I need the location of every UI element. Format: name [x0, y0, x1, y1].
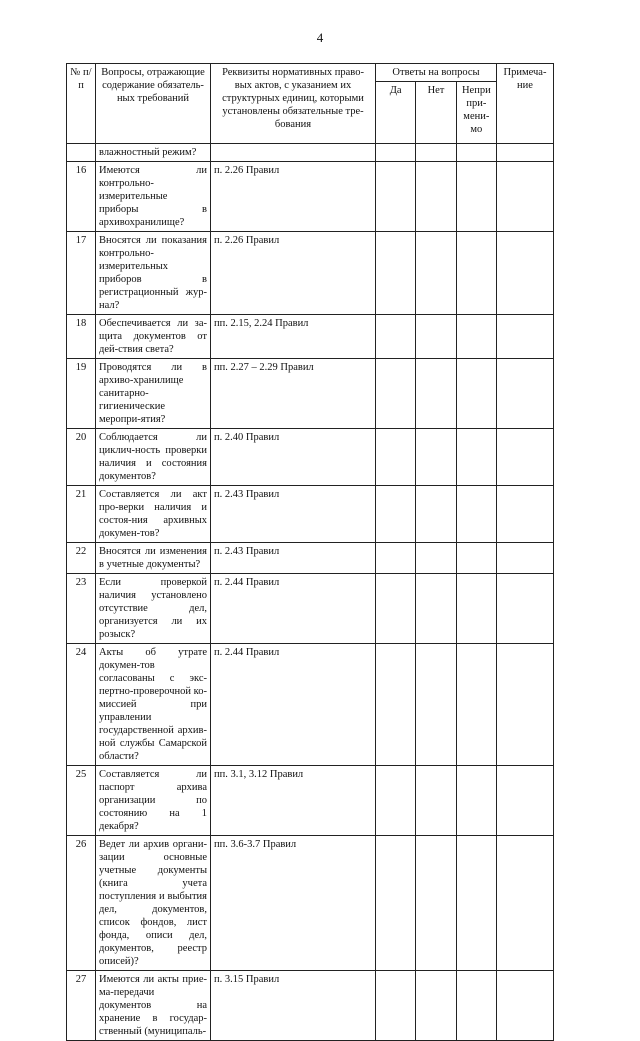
header-yes: Да	[376, 82, 416, 144]
row-yes-cell	[376, 144, 416, 162]
row-ref: п. 2.44 Правил	[211, 574, 376, 644]
table-row	[67, 574, 554, 644]
row-yes-cell	[376, 644, 416, 766]
row-note-cell	[497, 315, 554, 359]
table-row	[67, 315, 554, 359]
table-row	[67, 232, 554, 315]
row-num: 17	[67, 232, 96, 315]
row-num: 20	[67, 429, 96, 486]
row-question: Акты об утрате докумен-тов согласованы с экс-пертно-проверочной ко-миссией при управлении государственной архив-ной службы Самарской области?	[96, 644, 211, 766]
row-question: Обеспечивается ли за-щита документов от дей-ствия света?	[96, 315, 211, 359]
row-question: Вносятся ли показания контрольно-измерительных приборов в регистрационный жур-нал?	[96, 232, 211, 315]
row-na-cell	[456, 162, 496, 232]
row-ref: п. 2.44 Правил	[211, 644, 376, 766]
row-num: 23	[67, 574, 96, 644]
row-num: 19	[67, 359, 96, 429]
page-number: 4	[316, 30, 324, 45]
table-row	[67, 971, 554, 1041]
row-no-cell	[416, 543, 456, 574]
row-ref: п. 2.26 Правил	[211, 232, 376, 315]
row-question: Соблюдается ли циклич-ность проверки наличия и состояния документов?	[96, 429, 211, 486]
row-ref: п. 2.43 Правил	[211, 543, 376, 574]
row-note-cell	[497, 232, 554, 315]
row-na-cell	[456, 836, 496, 971]
table-header	[67, 64, 554, 144]
row-na-cell	[456, 971, 496, 1041]
row-ref: п. 2.26 Правил	[211, 162, 376, 232]
row-no-cell	[416, 644, 456, 766]
row-num: 18	[67, 315, 96, 359]
row-num: 25	[67, 766, 96, 836]
row-na-cell	[456, 232, 496, 315]
table-row	[67, 429, 554, 486]
row-note-cell	[497, 144, 554, 162]
row-yes-cell	[376, 543, 416, 574]
header-no: Нет	[416, 82, 456, 144]
row-na-cell	[456, 486, 496, 543]
row-yes-cell	[376, 315, 416, 359]
table-row-continuation	[67, 144, 554, 162]
row-na-cell	[456, 543, 496, 574]
row-ref: пп. 3.1, 3.12 Правил	[211, 766, 376, 836]
row-no-cell	[416, 574, 456, 644]
header-note: Примеча-ние	[497, 64, 554, 144]
row-num: 16	[67, 162, 96, 232]
row-num: 21	[67, 486, 96, 543]
row-na-cell	[456, 429, 496, 486]
row-no-cell	[416, 836, 456, 971]
row-yes-cell	[376, 574, 416, 644]
row-question: Составляется ли паспорт архива организации по состоянию на 1 декабря?	[96, 766, 211, 836]
row-num: 27	[67, 971, 96, 1041]
table-row	[67, 162, 554, 232]
row-yes-cell	[376, 766, 416, 836]
row-question: Составляется ли акт про-верки наличия и состоя-ния архивных докумен-тов?	[96, 486, 211, 543]
row-no-cell	[416, 232, 456, 315]
row-question: Если проверкой наличия установлено отсутствие дел, организуется ли их розыск?	[96, 574, 211, 644]
row-num: 22	[67, 543, 96, 574]
row-note-cell	[497, 359, 554, 429]
row-note-cell	[497, 574, 554, 644]
row-na-cell	[456, 144, 496, 162]
row-note-cell	[497, 766, 554, 836]
row-num: 24	[67, 644, 96, 766]
header-requisites: Реквизиты нормативных право-вых актов, с указанием их структурных единиц, которыми установлены обязательные тре-бования	[211, 64, 376, 144]
row-question: Ведет ли архив органи-зации основные учетные документы (книга учета поступления и выбытия дел, документов, список фондов, лист фонда, описи дел, документов, реестр описей)?	[96, 836, 211, 971]
header-num: № п/п	[67, 64, 96, 144]
row-na-cell	[456, 766, 496, 836]
header-questions: Вопросы, отражающие содержание обязатель-ных требований	[96, 64, 211, 144]
row-no-cell	[416, 162, 456, 232]
row-no-cell	[416, 971, 456, 1041]
row-yes-cell	[376, 162, 416, 232]
row-question: Имеются ли акты прие-ма-передачи документов на хранение в государ-ственный (муниципаль-	[96, 971, 211, 1041]
header-not-applicable: Непри при-мени-мо	[456, 82, 496, 144]
row-yes-cell	[376, 429, 416, 486]
row-ref	[211, 144, 376, 162]
row-no-cell	[416, 144, 456, 162]
row-note-cell	[497, 971, 554, 1041]
row-yes-cell	[376, 232, 416, 315]
row-ref: п. 3.15 Правил	[211, 971, 376, 1041]
row-ref: п. 2.40 Правил	[211, 429, 376, 486]
row-num	[67, 144, 96, 162]
checklist-table	[66, 63, 554, 1041]
table-body	[67, 144, 554, 1041]
header-answers: Ответы на вопросы	[376, 64, 497, 82]
row-no-cell	[416, 359, 456, 429]
row-na-cell	[456, 574, 496, 644]
row-note-cell	[497, 836, 554, 971]
row-question: Проводятся ли в архиво-хранилище санитарно-гигиенические меропри-ятия?	[96, 359, 211, 429]
row-no-cell	[416, 486, 456, 543]
table-row	[67, 543, 554, 574]
table-row	[67, 836, 554, 971]
table-row	[67, 644, 554, 766]
table-row	[67, 766, 554, 836]
row-question: Вносятся ли изменения в учетные документы?	[96, 543, 211, 574]
row-note-cell	[497, 429, 554, 486]
row-yes-cell	[376, 836, 416, 971]
row-yes-cell	[376, 486, 416, 543]
row-note-cell	[497, 162, 554, 232]
table-row	[67, 359, 554, 429]
row-no-cell	[416, 766, 456, 836]
row-no-cell	[416, 429, 456, 486]
row-ref: пп. 2.27 – 2.29 Правил	[211, 359, 376, 429]
row-ref: п. 2.43 Правил	[211, 486, 376, 543]
row-ref: пп. 3.6-3.7 Правил	[211, 836, 376, 971]
row-no-cell	[416, 315, 456, 359]
row-yes-cell	[376, 359, 416, 429]
row-na-cell	[456, 644, 496, 766]
row-na-cell	[456, 315, 496, 359]
table-row	[67, 486, 554, 543]
row-na-cell	[456, 359, 496, 429]
row-note-cell	[497, 644, 554, 766]
row-note-cell	[497, 486, 554, 543]
row-question: Имеются ли контрольно-измерительные приборы в архивохранилище?	[96, 162, 211, 232]
row-num: 26	[67, 836, 96, 971]
row-ref: пп. 2.15, 2.24 Правил	[211, 315, 376, 359]
row-note-cell	[497, 543, 554, 574]
row-question: влажностный режим?	[96, 144, 211, 162]
row-yes-cell	[376, 971, 416, 1041]
